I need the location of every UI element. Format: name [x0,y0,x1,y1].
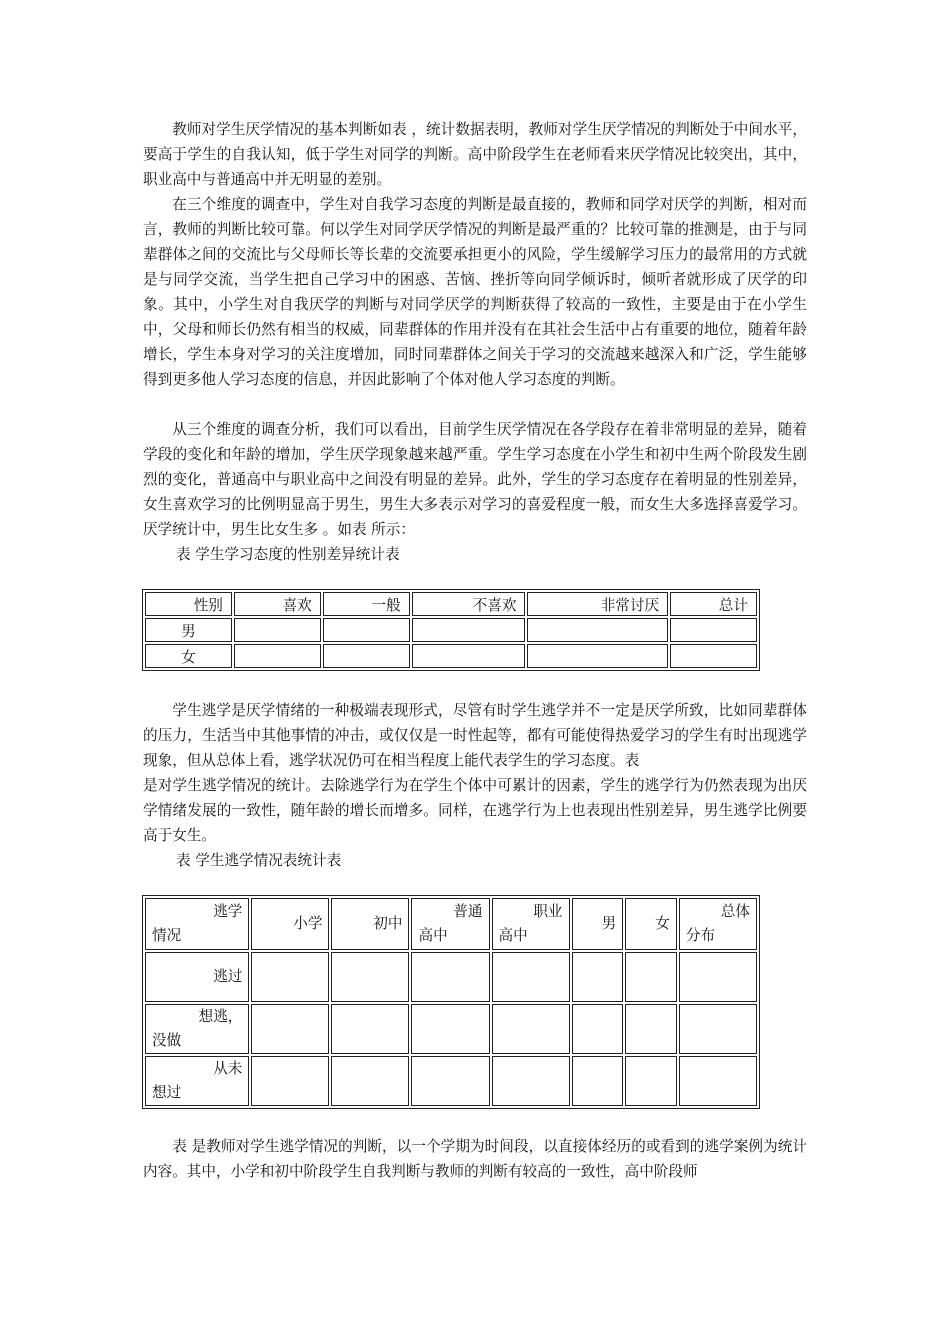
header-line: 普通 [453,903,483,920]
header-line: 分布 [685,927,716,944]
header-line: 高中 [498,927,528,944]
empty-cell [670,618,757,642]
empty-cell [679,1056,757,1106]
empty-cell [234,618,321,642]
paragraph-4: 学生逃学是厌学情绪的一种极端表现形式，尽管有时学生逃学并不一定是厌学所致，比如同辈群体的压力，生活当中其他事情的冲击，或仅仅是一时性起等，都有可能使得热爱学习的学生有时出现逃学现象，但从总体上看，逃学状况仍可在相当程度上能代表学生的学习态度。表 [143,702,807,769]
table-row [145,952,757,1002]
table-row [145,1004,757,1054]
header-cell: 小学 [251,898,329,950]
truancy-table [142,895,760,1109]
empty-cell [412,644,526,668]
empty-cell [625,1004,677,1054]
header-line: 高中 [418,927,448,944]
empty-cell [625,952,677,1002]
row-label [145,1056,249,1106]
header-cell [411,898,489,950]
paragraph-1: 教师对学生厌学情况的基本判断如表 ，统计数据表明，教师对学生厌学情况的判断处于中间水平，要高于学生的自我认知，低于学生对同学的判断。高中阶段学生在老师看来厌学情况比较突出，其中，职业高中与普通高中并无明显的差别。 [143,121,807,188]
empty-cell [527,644,668,668]
empty-cell [323,644,410,668]
row-label: 女 [145,644,232,668]
header-cell [145,898,249,950]
header-cell: 男 [572,898,624,950]
row-label: 逃过 [145,952,249,1002]
empty-cell [572,1004,624,1054]
table-row [145,618,757,642]
empty-cell [492,1056,570,1106]
empty-cell [251,1004,329,1054]
header-line: 情况 [152,927,182,944]
row-label-line: 想逃， [198,1008,243,1025]
header-cell: 女 [625,898,677,950]
header-cell: 初中 [331,898,409,950]
paragraph-2: 在三个维度的调查中，学生对自我学习态度的判断是最直接的，教师和同学对厌学的判断，相对而言，教师的判断比较可靠。何以学生对同学厌学情况的判断是最严重的？比较可靠的推测是，由于与同辈群体之间的交流比与父母师长等长辈的交流要承担更小的风险，学生缓解学习压力的最常用的方式就是与同学交流，当学生把自己学习中的困惑、苦恼、挫折等向同学倾诉时，倾听者就形成了厌学的印象。其中，小学生对自我厌学的判断与对同学厌学的判断获得了较高的一致性，主要是由于在小学生中，父母和师长仍然有相当的权威，同辈群体的作用并没有在其社会生活中占有重要的地位，随着年龄增长，学生本身对学习的关注度增加，同时同辈群体之间关于学习的交流越来越深入和广泛，学生能够得到更多他人学习态度的信息，并因此影响了个体对他人学习态度的判断。 [143,196,807,388]
row-label-line: 从未 [213,1060,243,1077]
empty-cell [411,1004,489,1054]
empty-cell [492,952,570,1002]
empty-cell [251,1056,329,1106]
header-line: 逃学 [213,903,243,920]
empty-cell [679,952,757,1002]
empty-cell [412,618,526,642]
header-cell: 一般 [323,592,410,616]
table-header-row [145,592,757,616]
header-cell: 喜欢 [234,592,321,616]
table2-caption: 表 学生逃学情况表统计表 [176,852,342,869]
paragraph-5: 是对学生逃学情况的统计。去除逃学行为在学生个体中可累计的因素，学生的逃学行为仍然表现为出厌学情绪发展的一致性，随年龄的增长而增多。同样，在逃学行为上也表现出性别差异，男生逃学比例要高于女生。 [143,777,807,844]
empty-cell [411,952,489,1002]
header-line: 总体 [720,903,750,920]
row-label [145,1004,249,1054]
empty-cell [572,952,624,1002]
table-header-row [145,898,757,950]
empty-cell [331,1004,409,1054]
empty-cell [323,618,410,642]
paragraph-3: 从三个维度的调查分析，我们可以看出，目前学生厌学情况在各学段存在着非常明显的差异，随着学段的变化和年龄的增加，学生厌学现象越来越严重。学生学习态度在小学生和初中生两个阶段发生剧烈的变化，普通高中与职业高中之间没有明显的差异。此外，学生的学习态度存在着明显的性别差异，女生喜欢学习的比例明显高于男生，男生大多表示对学习的喜爱程度一般，而女生大多选择喜爱学习。厌学统计中，男生比女生多 。如表 所示： [143,421,807,538]
table-row [145,644,757,668]
header-cell [679,898,757,950]
empty-cell [331,1056,409,1106]
empty-cell [251,952,329,1002]
empty-cell [527,618,668,642]
empty-cell [625,1056,677,1106]
row-label-line: 想过 [152,1084,182,1101]
paragraph-6: 表 是教师对学生逃学情况的判断，以一个学期为时间段，以直接体经历的或看到的逃学案例为统计内容。其中，小学和初中阶段学生自我判断与教师的判断有较高的一致性，高中阶段师 [143,1138,807,1180]
header-cell: 性别 [145,592,232,616]
header-cell: 非常讨厌 [527,592,668,616]
empty-cell [411,1056,489,1106]
table1-caption: 表 学生学习态度的性别差异统计表 [176,546,400,563]
empty-cell [670,644,757,668]
header-line: 职业 [533,903,563,920]
header-cell: 不喜欢 [412,592,526,616]
row-label: 男 [145,618,232,642]
empty-cell [679,1004,757,1054]
header-cell: 总计 [670,592,757,616]
empty-cell [234,644,321,668]
empty-cell [331,952,409,1002]
table-row [145,1056,757,1106]
header-cell [492,898,570,950]
empty-cell [572,1056,624,1106]
row-label-line: 没做 [152,1032,182,1049]
attitude-gender-table [142,589,760,671]
empty-cell [492,1004,570,1054]
